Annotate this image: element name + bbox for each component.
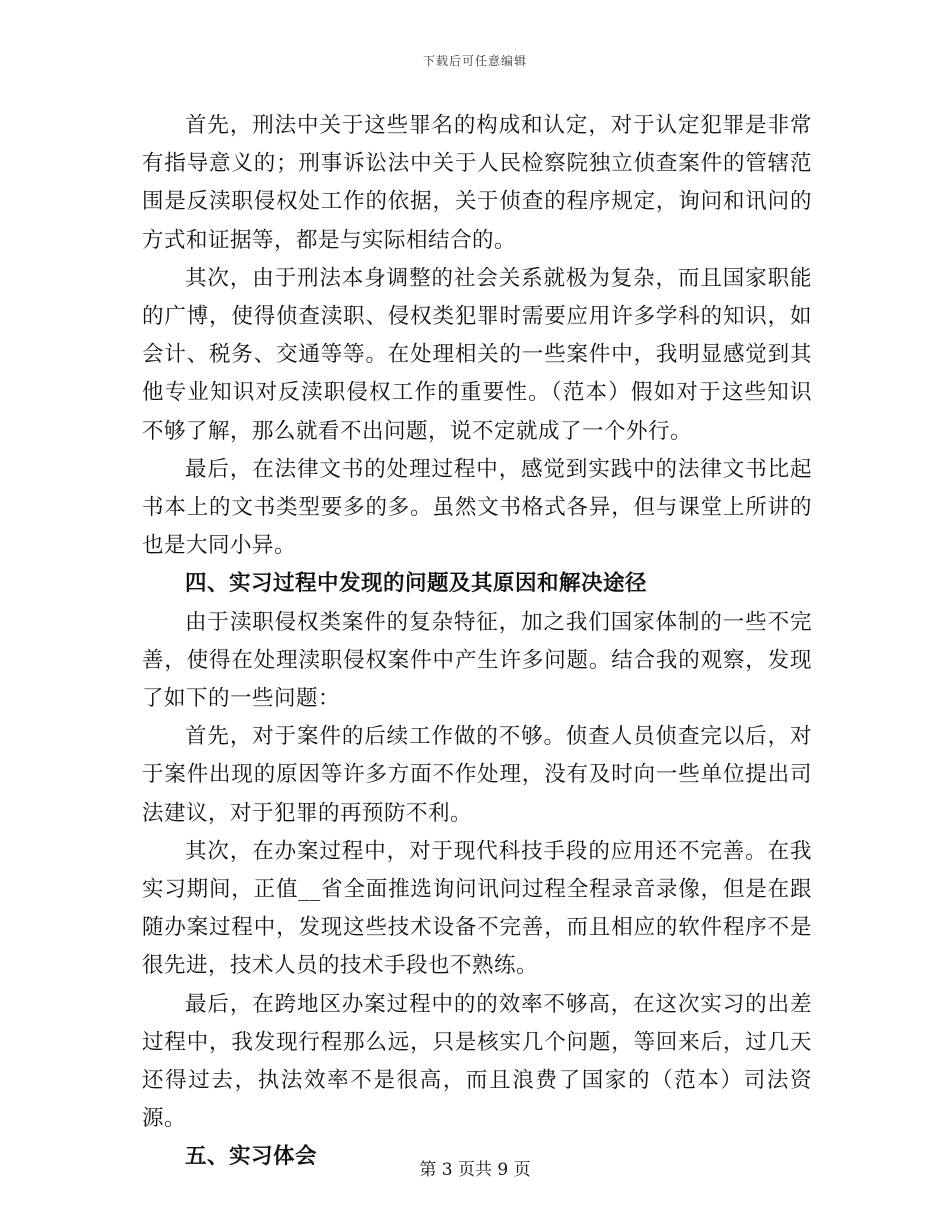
page-header: 下载后可任意编辑 — [422, 54, 527, 68]
section-heading-problems: 四、实习过程中发现的问题及其原因和解决途径 — [185, 571, 648, 597]
paragraph-interdisciplinary-knowledge: 其次，由于刑法本身调整的社会关系就极为复杂，而且国家职能的广博，使得侦查渎职、侵权类犯罪时需要应用许多学科的知识，如会计、税务、交通等等。在处理相关的一些案件中，我明显感觉到其他专业知识对反渎职侵权工作的重要性。（范本）假如对于这些知识不够了解，那么就看不出问题，说不定就成了一个外行。 — [142, 265, 812, 444]
page-number: 第 3 页共 9 页 — [419, 1160, 531, 1180]
section-heading-reflections: 五、实习体会 — [185, 1144, 318, 1170]
paragraph-problems-intro: 由于渎职侵权类案件的复杂特征，加之我们国家体制的一些不完善，使得在处理渎职侵权案件中产生许多问题。结合我的观察，发现了如下的一些问题： — [142, 609, 812, 712]
document-body — [142, 107, 812, 1177]
paragraph-problem-technology: 其次，在办案过程中，对于现代科技手段的应用还不完善。在我实习期间，正值__省全面推选询问讯问过程全程录音录像，但是在跟随办案过程中，发现这些技术设备不完善，而且相应的软件程序不是很先进，技术人员的技术手段也不熟练。 — [142, 838, 812, 979]
paragraph-legal-documents: 最后，在法律文书的处理过程中，感觉到实践中的法律文书比起书本上的文书类型要多的多。虽然文书格式各异，但与课堂上所讲的也是大同小异。 — [142, 456, 812, 559]
paragraph-problem-followup: 首先，对于案件的后续工作做的不够。侦查人员侦查完以后，对于案件出现的原因等许多方面不作处理，没有及时向一些单位提出司法建议，对于犯罪的再预防不利。 — [142, 724, 812, 826]
paragraph-problem-efficiency: 最后，在跨地区办案过程中的的效率不够高，在这次实习的出差过程中，我发现行程那么远，只是核实几个问题，等回来后，过几天还得过去，执法效率不是很高，而且浪费了国家的（范本）司法资源。 — [142, 991, 812, 1132]
paragraph-legal-knowledge: 首先，刑法中关于这些罪名的构成和认定，对于认定犯罪是非常有指导意义的；刑事诉讼法中关于人民检察院独立侦查案件的管辖范围是反渎职侵权处工作的依据，关于侦查的程序规定，询问和讯问的方式和证据等，都是与实际相结合的。 — [142, 113, 812, 253]
